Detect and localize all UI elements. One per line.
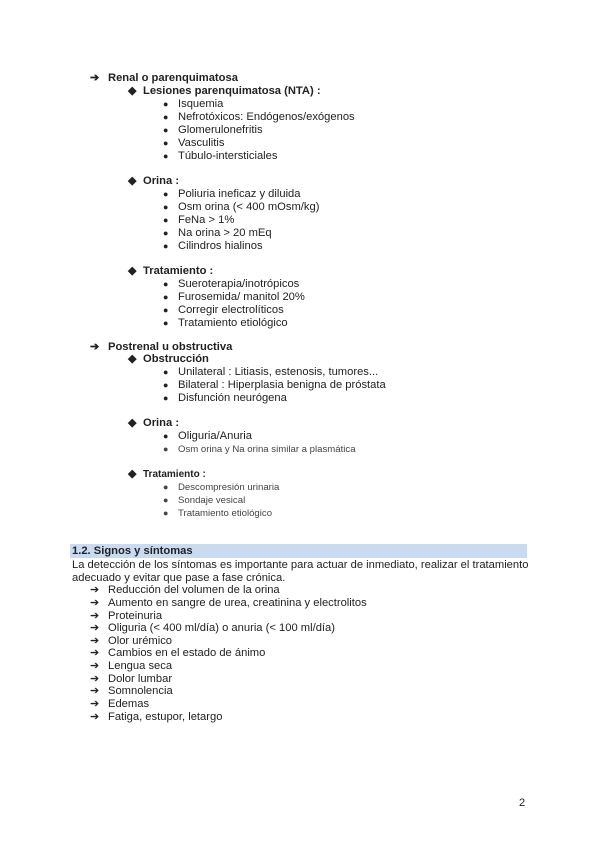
list-item (163, 379, 386, 392)
list-item (163, 481, 279, 494)
section-heading: 1.2. Signos y síntomas (72, 545, 193, 557)
arrow-icon: ➔ (90, 622, 100, 634)
list-item (163, 124, 263, 137)
arrow-icon: ➔ (90, 597, 100, 609)
list-item (163, 291, 305, 304)
list-item (163, 317, 288, 330)
list-item-text: Disfunción neurógena (178, 392, 287, 404)
bullet-icon: ● (163, 318, 169, 328)
postrenal-orina-title: Orina : (143, 417, 180, 429)
list-item (163, 494, 245, 507)
arrow-icon: ➔ (90, 72, 100, 84)
bullet-icon: ● (163, 431, 169, 441)
list-item-text: Bilateral : Hiperplasia benigna de próstata (178, 379, 386, 391)
postrenal-title: Postrenal u obstructiva (108, 341, 233, 353)
arrow-icon: ➔ (90, 711, 100, 723)
list-item (163, 201, 319, 214)
bullet-icon: ● (163, 99, 169, 109)
list-item (163, 507, 272, 520)
list-item-text: FeNa > 1% (178, 214, 235, 226)
list-item (163, 240, 263, 253)
list-item-text: Oliguria (< 400 ml/día) o anuria (< 100 ml/día) (108, 622, 335, 634)
list-item (163, 227, 272, 240)
list-item-text: Osm orina y Na orina similar a plasmática (178, 444, 356, 455)
list-item (163, 111, 355, 124)
list-item-text: Oliguria/Anuria (178, 430, 252, 442)
list-item-text: Na orina > 20 mEq (178, 227, 272, 239)
bullet-icon: ● (163, 393, 169, 403)
list-item (90, 622, 335, 635)
renal-orina-heading (128, 175, 179, 188)
list-item-text: Glomerulonefritis (178, 124, 263, 136)
bullet-icon: ● (163, 495, 169, 505)
page-number: 2 (519, 797, 526, 809)
renal-orina-title: Orina : (143, 175, 180, 187)
list-item-text: Sueroterapia/inotrópicos (178, 278, 300, 290)
list-item (163, 443, 356, 456)
list-item-text: Vasculitis (178, 137, 225, 149)
bullet-icon: ● (163, 151, 169, 161)
diamond-icon: ◆ (128, 175, 137, 187)
obstruccion-title: Obstrucción (143, 353, 209, 365)
list-item (163, 188, 301, 201)
diamond-icon: ◆ (128, 85, 137, 97)
bullet-icon: ● (163, 482, 169, 492)
list-item (90, 711, 222, 724)
list-item (90, 685, 173, 698)
renal-heading (90, 72, 238, 85)
list-item (163, 98, 223, 111)
bullet-icon: ● (163, 279, 169, 289)
arrow-icon: ➔ (90, 685, 100, 697)
bullet-icon: ● (163, 380, 169, 390)
list-item-text: Reducción del volumen de la orina (108, 584, 280, 596)
list-item (90, 660, 172, 673)
bullet-icon: ● (163, 292, 169, 302)
diamond-icon: ◆ (128, 417, 137, 429)
arrow-icon: ➔ (90, 341, 100, 353)
list-item (90, 584, 280, 597)
list-item (163, 430, 252, 443)
list-item (90, 597, 367, 610)
list-item (163, 278, 299, 291)
arrow-icon: ➔ (90, 673, 100, 685)
list-item-text: Poliuria ineficaz y diluida (178, 188, 301, 200)
bullet-icon: ● (163, 215, 169, 225)
list-item (163, 392, 287, 405)
bullet-icon: ● (163, 202, 169, 212)
list-item-text: Corregir electrolíticos (178, 304, 284, 316)
list-item-text: Cilindros hialinos (178, 240, 263, 252)
arrow-icon: ➔ (90, 698, 100, 710)
bullet-icon: ● (163, 112, 169, 122)
list-item-text: Descompresión urinaria (178, 482, 280, 493)
arrow-icon: ➔ (90, 610, 100, 622)
list-item-text: Olor urémico (108, 635, 173, 647)
bullet-icon: ● (163, 125, 169, 135)
diamond-icon: ◆ (128, 265, 137, 277)
section-paragraph-line-2: adecuado y evitar que pase a fase crónica. (72, 572, 286, 584)
list-item (163, 137, 224, 150)
list-item-text: Furosemida/ manitol 20% (178, 291, 305, 303)
renal-tratamiento-heading (128, 265, 213, 278)
list-item-text: Somnolencia (108, 685, 173, 697)
list-item (163, 214, 234, 227)
list-item-text: Lengua seca (108, 660, 173, 672)
renal-title: Renal o parenquimatosa (108, 72, 238, 84)
bullet-icon: ● (163, 241, 169, 251)
bullet-icon: ● (163, 444, 169, 454)
arrow-icon: ➔ (90, 635, 100, 647)
renal-tratamiento-title: Tratamiento : (143, 265, 214, 277)
lesiones-title: Lesiones parenquimatosa (NTA) : (143, 85, 321, 97)
list-item-text: Edemas (108, 698, 150, 710)
list-item-text: Tratamiento etiológico (178, 317, 288, 329)
obstruccion-heading (128, 353, 209, 366)
postrenal-tratamiento-title: Tratamiento : (143, 469, 206, 480)
section-paragraph-line-1: La detección de los síntomas es importante para actuar de inmediato, realizar el tratamiento (72, 559, 529, 571)
list-item-text: Osm orina (< 400 mOsm/kg) (178, 201, 320, 213)
list-item-text: Tratamiento etiológico (178, 508, 273, 519)
bullet-icon: ● (163, 228, 169, 238)
list-item (163, 150, 278, 163)
bullet-icon: ● (163, 508, 169, 518)
bullet-icon: ● (163, 367, 169, 377)
arrow-icon: ➔ (90, 660, 100, 672)
list-item-text: Proteinuria (108, 610, 163, 622)
list-item-text: Nefrotóxicos: Endógenos/exógenos (178, 111, 355, 123)
bullet-icon: ● (163, 189, 169, 199)
list-item (90, 698, 149, 711)
list-item (90, 647, 265, 660)
postrenal-tratamiento-heading (128, 468, 206, 481)
list-item (163, 366, 378, 379)
postrenal-orina-heading (128, 417, 179, 430)
arrow-icon: ➔ (90, 647, 100, 659)
diamond-icon: ◆ (128, 468, 137, 480)
list-item-text: Fatiga, estupor, letargo (108, 711, 223, 723)
list-item-text: Isquemia (178, 98, 224, 110)
list-item-text: Cambios en el estado de ánimo (108, 647, 266, 659)
list-item (163, 304, 284, 317)
diamond-icon: ◆ (128, 353, 137, 365)
list-item-text: Unilateral : Litiasis, estenosis, tumores... (178, 366, 379, 378)
list-item-text: Túbulo-intersticiales (178, 150, 278, 162)
list-item-text: Sondaje vesical (178, 495, 246, 506)
lesiones-heading (128, 85, 321, 98)
bullet-icon: ● (163, 138, 169, 148)
list-item-text: Aumento en sangre de urea, creatinina y electrolitos (108, 597, 367, 609)
bullet-icon: ● (163, 305, 169, 315)
list-item-text: Dolor lumbar (108, 673, 173, 685)
arrow-icon: ➔ (90, 584, 100, 596)
